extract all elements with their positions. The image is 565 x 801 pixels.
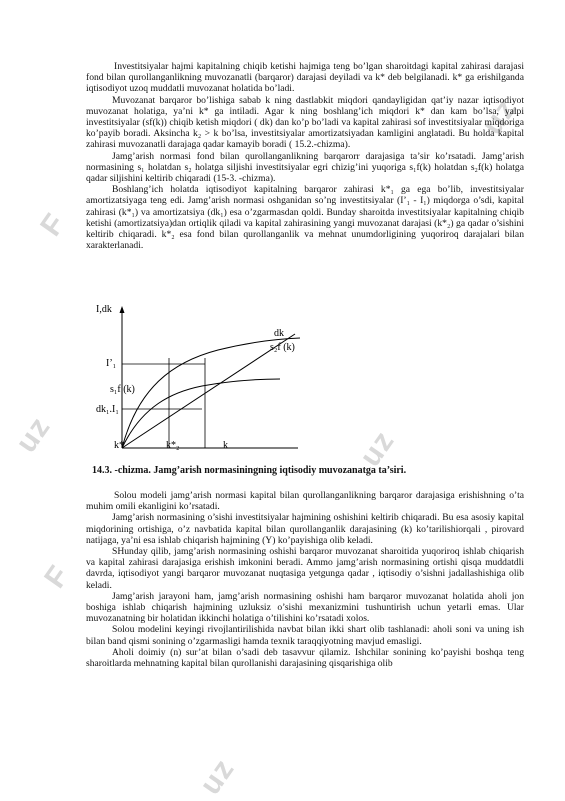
watermark: uz	[193, 752, 241, 801]
k2-tick-label: k*₂	[166, 440, 180, 451]
watermark: uz	[9, 410, 57, 459]
paragraph: Muvozanat barqaror bo’lishiga sabab k ning dastlabkit miqdori qandayligidan qat’iy nazar iqtisodiyot muvozanat holatiga, ya’ni k* ga intiladi. Agar k ning boshlang’ich miqdori k* dan kam bo’lsa, yalpi investitsiyalar (sf(k)) chiqib ketish miqdori ( dk) dan ko’p bo’ladi va kapital zahirasi sof investitsiyalar miqdoriga ko’payib boradi. Aksincha k₂ > k bo’lsa, investitsiyalar amortizatsiyadan kamligini anglatadi. Bu holda kapital zahirasi muvozanatli darajaga qadar kamayib boradi ( 15.2.-chizma).	[86, 94, 524, 151]
solow-diagram	[90, 300, 320, 460]
paragraph: Boshlang’ich holatda iqtisodiyot kapitalning barqaror zahirasi k*₁ ga ega bo’lib, investitsiyalar amortizatsiyaga teng edi. Jamg’arish normasi oshganidan so’ng investitsiyalar (I’₁ - I₁) miqdorga o’sdi, kapital zahirasi (k*₁) va amortizatsiya (dk₁) esa o’zgarmasdan qoldi. Bunday sharoitda investitsiyalar kapitalning chiqib ketishi (amortizatsiya)dan ortiqlik qiladi va kapital zahirasining yangi muvozanat darajasi (k*₂) ga qadar o’sishini keltirib chiqaradi. k*₂ esa fond bilan qurollanganlik va mehnat unumdorligining yuqoriroq darajalari bilan xarakterlanadi.	[86, 184, 524, 252]
paragraph: Solou modeli jamg’arish normasi kapital bilan qurollanganlikning barqaror darajasiga erishishning o’ta muhim omili ekanligini ko’rsatadi.	[86, 490, 524, 513]
s1fk-label: s₁f (k)	[110, 384, 135, 395]
paragraph: Aholi doimiy (n) sur’at bilan o’sadi deb tasavvur qilamiz. Ishchilar sonining ko’payishi boshqa teng sharoitlarda mehnatning kapital bilan qurollanishi darajasining qisqarishiga olib	[86, 646, 524, 670]
watermark: uz	[353, 424, 401, 473]
figure-caption: 14.3. -chizma. Jamg’arish normasiningning iqtisodiy muvozanatga ta’siri.	[92, 465, 407, 476]
body-text-top	[86, 61, 524, 251]
k1-tick-label: k*	[114, 440, 124, 451]
watermark: uz	[475, 92, 523, 141]
s2fk-label: s₂f (k)	[270, 342, 295, 353]
dk1-label: dk₁.I₁	[96, 404, 119, 415]
paragraph: Jamg’arish jarayoni ham, jamg’arish normasining oshishi ham barqaror muvozanat holatida aholi jon boshiga ishlab chiqarish hajmining uzluksiz o’sishi mexanizmini tushuntirish uchun yetarli emas. Ular muvozanatning bir holatidan ikkinchi holatiga o’tilishini ko’rsatadi xolos.	[86, 590, 524, 625]
watermark: F	[34, 207, 73, 243]
paragraph: Jamg’arish normasi fond bilan qurollanganlikning barqarorr darajasiga ta’sir ko’rsatadi. Jamg’arish normasining s₁ holatdan s₂ holatga siljishi investitsiyalar egri chizig’ini yuqoriga s₁f(k) holatdan s₂f(k) holatga qadar siljishini keltirib chiqaradi (15-3. -chizma).	[86, 150, 524, 185]
s1fk-curve	[122, 379, 280, 448]
s2fk-curve	[122, 338, 300, 448]
watermark: F	[38, 559, 77, 595]
paragraph: Jamg’arish normasining o’sishi investitsiyalar hajmining oshishini keltirib chiqaradi. Bu esa asosiy kapital miqdorining ortishiga, o’z navbatida kapital bilan qurollanganlik darajasining (k) ko’tarilishiorqali , pirovard natijaga, ya’ni esa ishlab chiqarish hajmining (Y) ko’payishiga olib keladi.	[86, 512, 524, 546]
y-axis-arrow	[120, 306, 125, 313]
y-axis-label: I,dk	[96, 304, 112, 315]
dk-label: dk	[274, 328, 284, 339]
paragraph: Investitsiyalar hajmi kapitalning chiqib ketishi hajmiga teng bo’lgan sharoitdagi kapital zahirasi darajasi fond bilan qurollanganlikning muvozanatli (barqaror) darajasi deyiladi va k* deb belgilanadi. k* ga erishilganda iqtisodiyot uzoq muddatli muvozanat holatida bo’ladi.	[86, 61, 524, 95]
k-tick-label: k	[223, 440, 228, 451]
paragraph: Solou modelini keyingi rivojlantirilishida navbat bilan ikki shart olib tashlanadi: aholi soni va uning ish bilan band qismi sonining o’zgarmasligi hamda texnik taraqqiyotning mavjud emasligi.	[86, 624, 524, 647]
paragraph: SHunday qilib, jamg’arish normasining oshishi barqaror muvozanat sharoitida yuqoriroq ishlab chiqarish va kapital zahirasi darajasiga erishish imkonini beradi. Ammo jamg’arish normasining ortishi qisqa muddatdli davrda, iqtisodiyot yangi barqaror muvozanat nuqtasiga yetgunga qadar , iqtisodiy o’sishni jadallashishiga olib keladi.	[86, 546, 524, 591]
body-text-bottom	[86, 490, 524, 669]
I1p-label: I’₁	[106, 358, 117, 369]
